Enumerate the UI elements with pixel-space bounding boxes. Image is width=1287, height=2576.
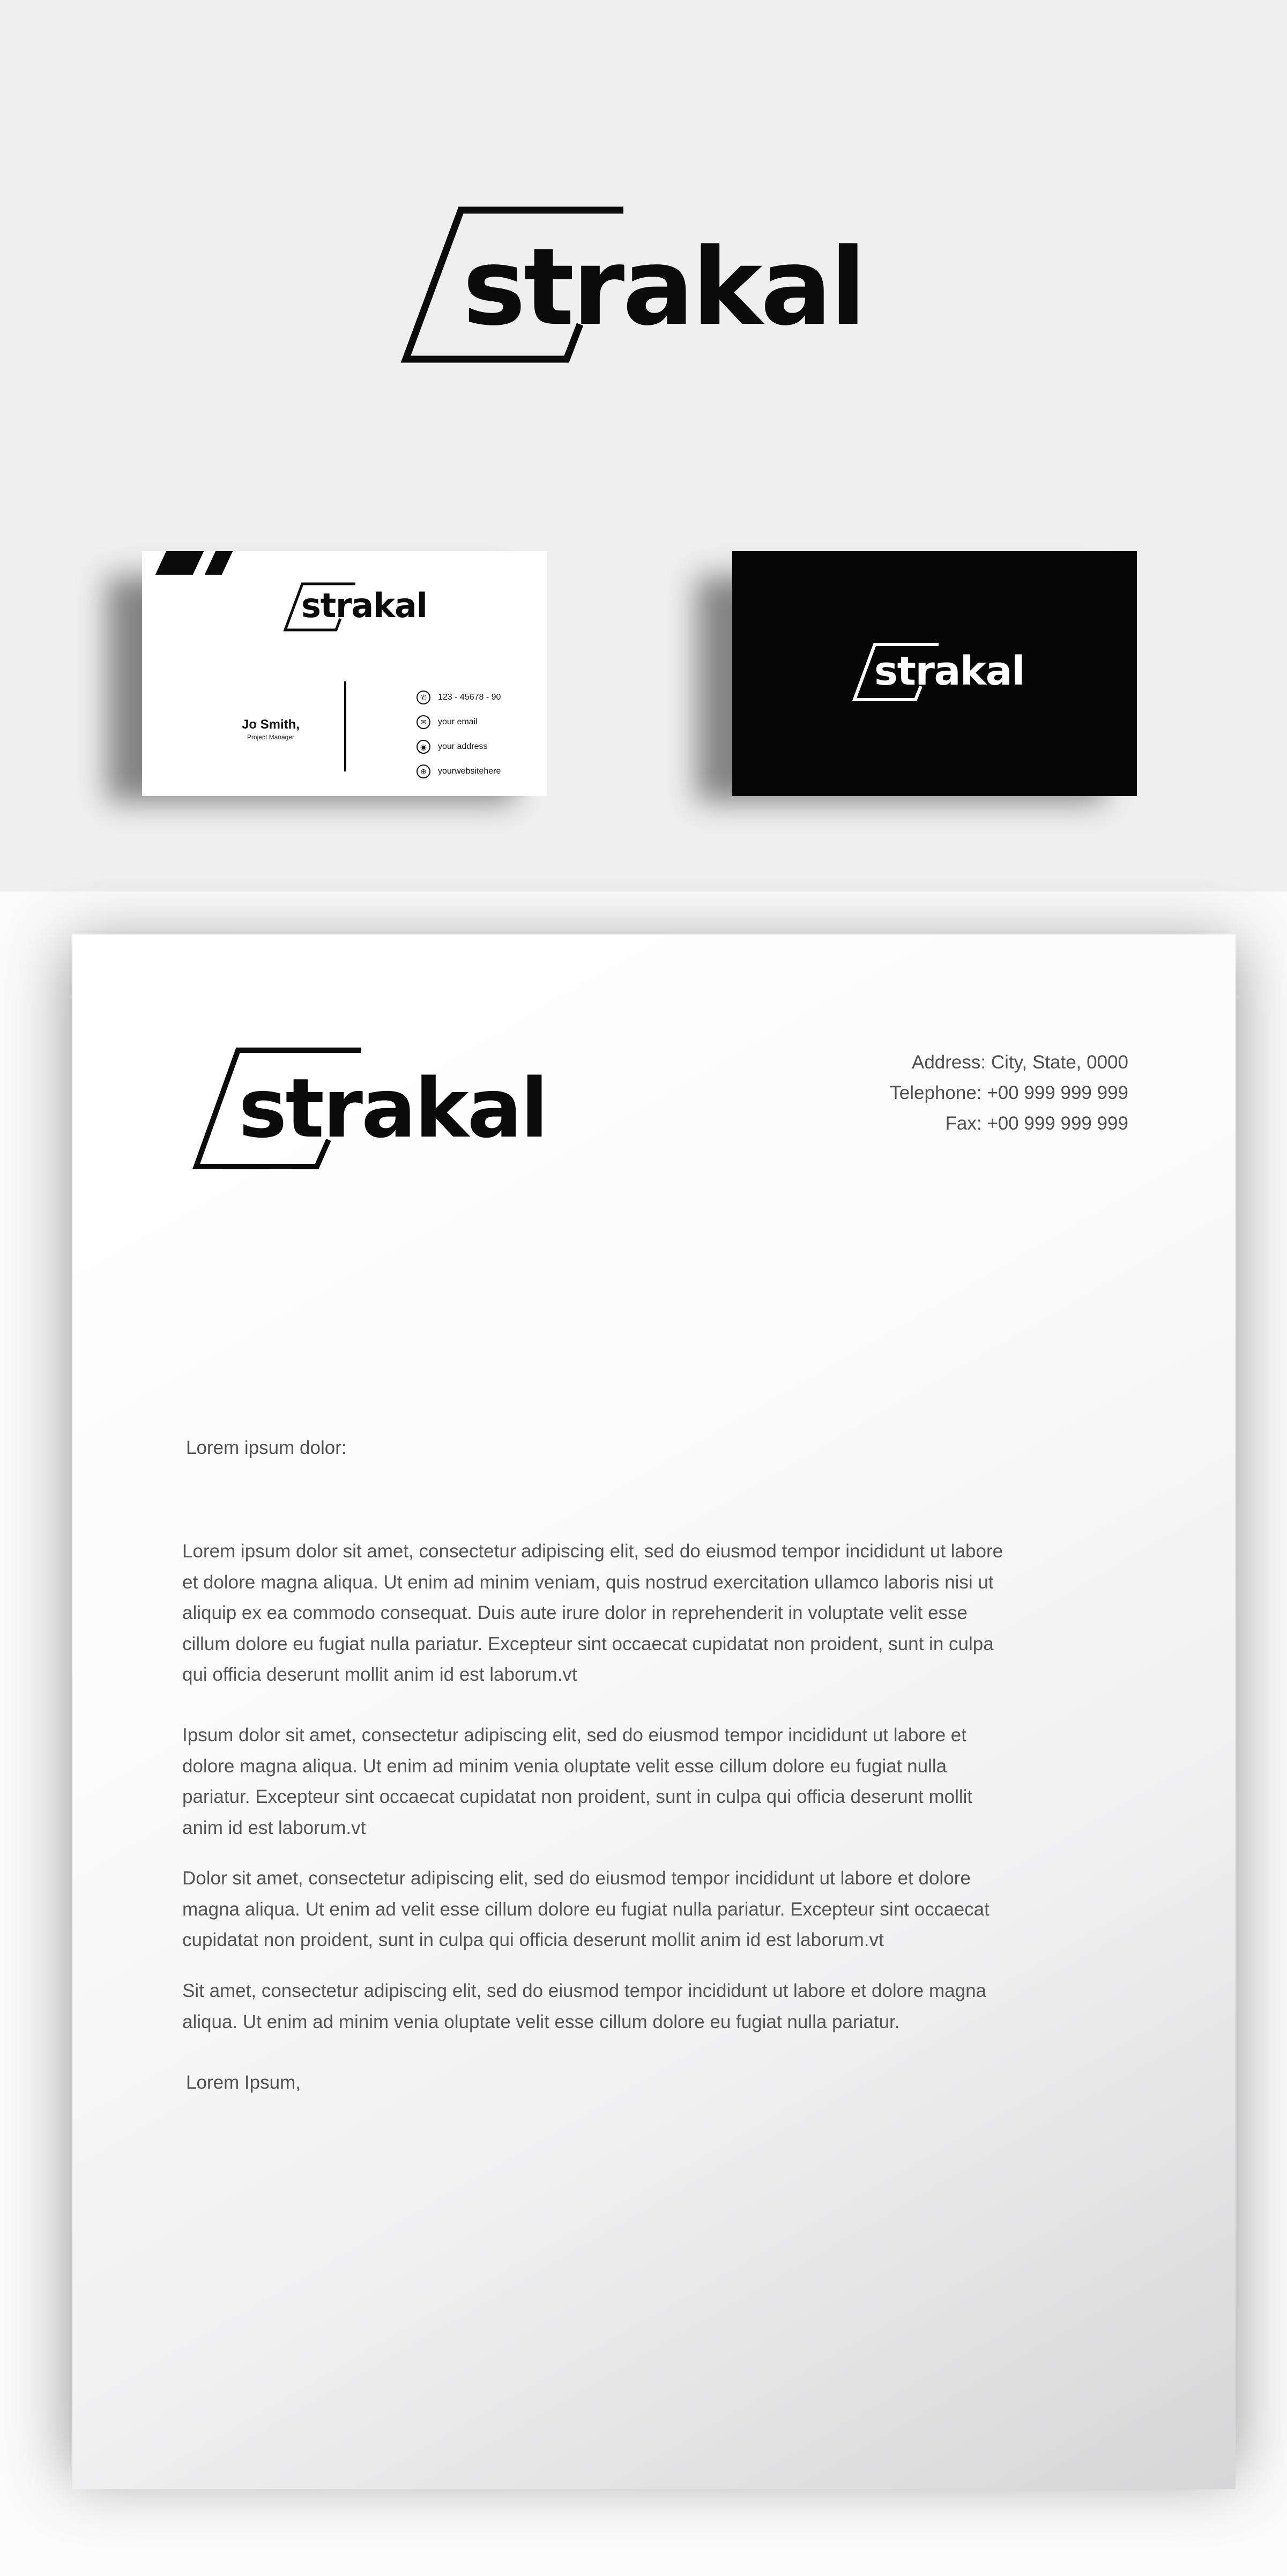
contact-row-phone bbox=[416, 685, 501, 710]
business-card-back bbox=[732, 551, 1137, 796]
brand-presentation-area bbox=[0, 0, 1287, 892]
contact-row-website bbox=[416, 759, 501, 784]
phone-icon: ✆ bbox=[416, 691, 430, 704]
card-divider bbox=[344, 681, 346, 771]
letter-salutation: Lorem ipsum dolor: bbox=[186, 1437, 347, 1458]
contact-phone: 123 - 45678 - 90 bbox=[438, 693, 501, 702]
contact-address: your address bbox=[438, 742, 488, 751]
address-line: Address: City, State, 0000 bbox=[911, 1052, 1128, 1073]
contact-row-address bbox=[416, 734, 501, 759]
contact-row-email bbox=[416, 710, 501, 734]
contact-website: yourwebsitehere bbox=[438, 767, 501, 776]
telephone-line: Telephone: +00 999 999 999 bbox=[890, 1082, 1128, 1103]
contact-list bbox=[416, 685, 501, 784]
card-front-logo bbox=[282, 582, 427, 632]
logo-wordmark: strakal bbox=[239, 1061, 547, 1156]
logo-wordmark: strakal bbox=[874, 648, 1025, 694]
person-role: Project Manager bbox=[247, 733, 295, 741]
letter-signoff: Lorem Ipsum, bbox=[186, 2072, 301, 2093]
card-back-logo bbox=[851, 642, 1023, 702]
person-name: Jo Smith, bbox=[241, 717, 300, 732]
logo-wordmark: strakal bbox=[463, 225, 865, 349]
email-icon: ✉ bbox=[416, 715, 430, 729]
location-pin-icon: ◉ bbox=[416, 740, 430, 754]
logo-wordmark: strakal bbox=[301, 586, 427, 625]
contact-email: your email bbox=[438, 717, 478, 726]
fax-line: Fax: +00 999 999 999 bbox=[945, 1113, 1128, 1134]
globe-icon: ⊕ bbox=[416, 764, 430, 778]
letter-paragraph: Lorem ipsum dolor sit amet, consectetur adipiscing elit, sed do eiusmod tempor incididunt ut labore et dolore magna aliqua. Ut enim ad minim veniam, quis nostrud exercitation ullamco laboris nisi ut aliquip ex ea commodo consequat. Duis aute irure dolor in reprehenderit in voluptate velit esse cillum dolore eu fugiat nulla pariatur. Excepteur sint occaecat cupidatat non proident, sunt in culpa qui officia deserunt mollit anim id est laborum.vt bbox=[182, 1541, 1003, 1685]
letterhead-page bbox=[72, 934, 1236, 2489]
card-accent-stripe bbox=[155, 551, 204, 575]
card-accent-stripe bbox=[205, 551, 233, 575]
main-logo bbox=[399, 206, 865, 365]
business-card-front bbox=[142, 551, 547, 796]
letterhead-address-block bbox=[890, 1047, 1128, 1139]
letter-paragraph: Dolor sit amet, consectetur adipiscing elit, sed do eiusmod tempor incididunt ut labore et dolore magna aliqua. Ut enim ad velit esse cillum dolore eu fugiat nulla pariatur. Excepteur sint occaecat cupidatat non proident, sunt in culpa qui officia deserunt mollit anim id est laborum.vt bbox=[182, 1868, 990, 1950]
letter-paragraph: Ipsum dolor sit amet, consectetur adipiscing elit, sed do eiusmod tempor incididunt ut labore et dolore magna aliqua. Ut enim ad minim venia oluptate velit esse cillum dolore eu fugiat nulla pariatur. Excepteur sint occaecat cupidatat non proident, sunt in culpa qui officia deserunt mollit anim id est laborum.vt bbox=[182, 1725, 973, 1838]
card-name-block bbox=[230, 717, 311, 741]
letter-paragraph: Sit amet, consectetur adipiscing elit, sed do eiusmod tempor incididunt ut labore et dolore magna aliqua. Ut enim ad minim venia oluptate velit esse cillum dolore eu fugiat nulla pariatur. bbox=[182, 1980, 987, 2032]
letterhead-logo bbox=[191, 1048, 547, 1171]
